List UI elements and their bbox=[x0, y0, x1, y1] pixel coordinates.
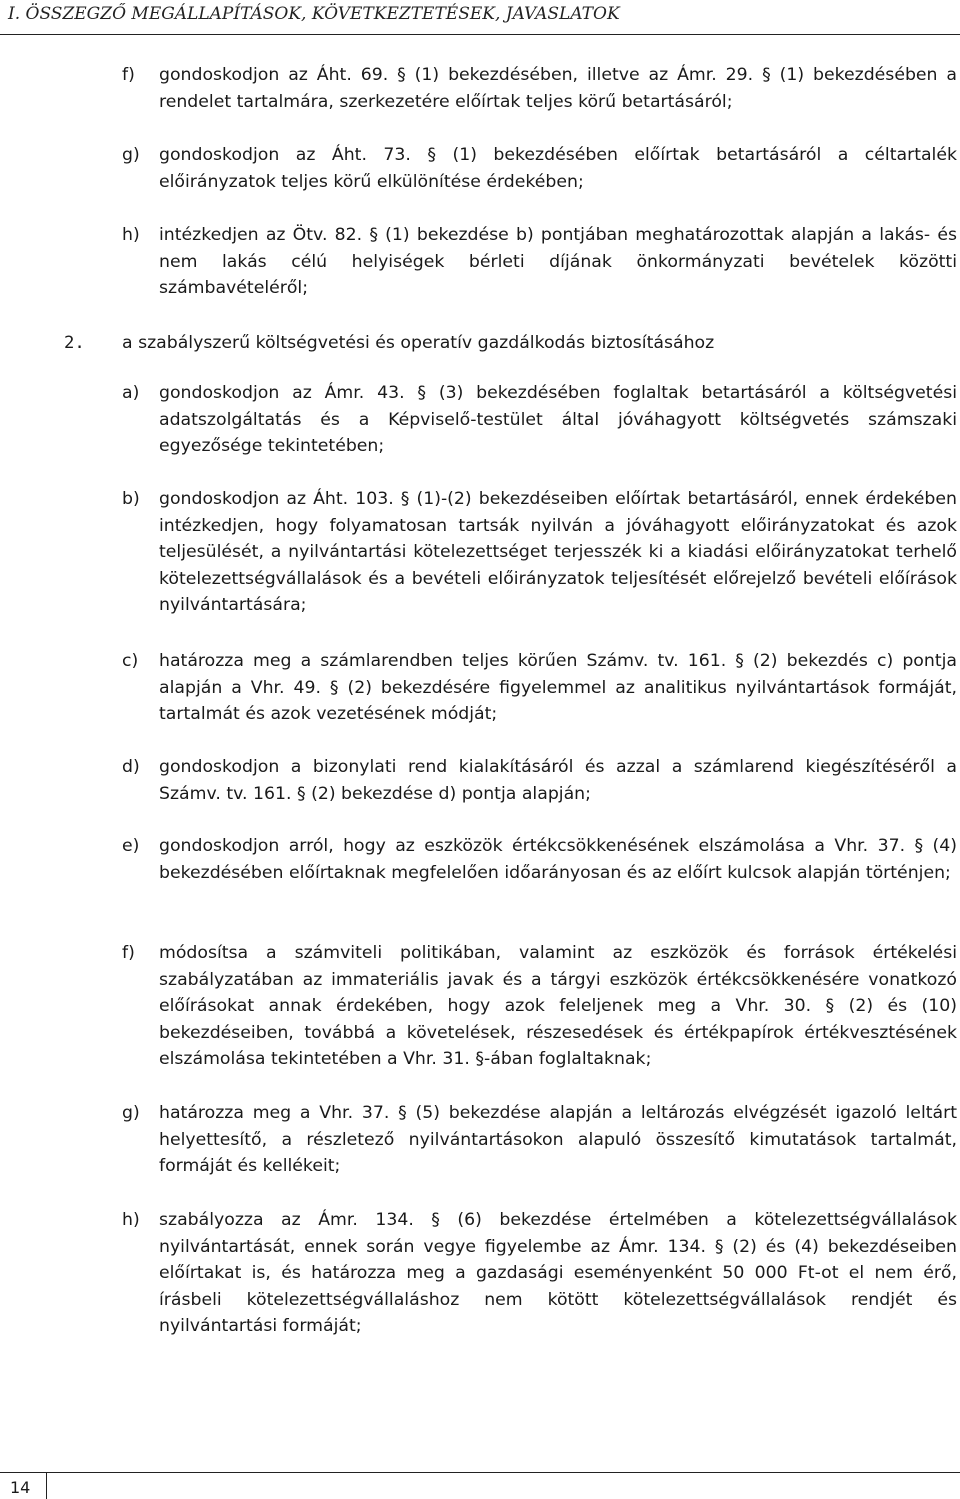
list-item-text: határozza meg a számlarendben teljes körűen Számv. tv. 161. § (2) bekezdés c) pontja alapján a Vhr. 49. § (2) bekezdésére figyelemmel az analitikus nyilvántartások formáját, tartalmát és azok vezetésének módját; bbox=[159, 651, 957, 724]
list-item-label: b) bbox=[122, 489, 140, 509]
list-item-text: gondoskodjon az Áht. 103. § (1)-(2) bekezdéseiben előírtak betartásáról, ennek érdekében intézkedjen, hogy folyamatosan tartsák nyilván a jóváhagyott előirányzatokat és azok teljesülését, a nyilvántartási kötelezettséget terjesszék ki a kiadási előirányzatokat terhelő kötelezettségvállalások és a bevételi előirányzatok teljesítését előrejelző bevételi előírások nyilvántartására; bbox=[159, 489, 957, 615]
list-item-d bbox=[122, 754, 957, 807]
section-2-heading bbox=[64, 330, 957, 357]
list-item-text: határozza meg a Vhr. 37. § (5) bekezdése alapján a leltározás elvégzését igazoló leltárt helyettesítő, a részletező nyilvántartásokon alapuló összesítő kimutatások tartalmát, formáját és kellékeit; bbox=[159, 1103, 957, 1176]
list-item-f2 bbox=[122, 940, 957, 1073]
list-item-label: h) bbox=[122, 225, 140, 245]
footer-page-separator bbox=[46, 1472, 47, 1499]
list-item-b bbox=[122, 486, 957, 619]
list-item-h2 bbox=[122, 1207, 957, 1340]
list-item-g bbox=[122, 142, 957, 195]
list-item-label: d) bbox=[122, 757, 140, 777]
list-item-label: f) bbox=[122, 65, 135, 85]
list-item-text: gondoskodjon az Áht. 69. § (1) bekezdésében, illetve az Ámr. 29. § (1) bekezdésében a rendelet tartalmára, szerkezetére előírtak teljes körű betartásáról; bbox=[159, 65, 957, 112]
section-title: a szabályszerű költségvetési és operatív gazdálkodás biztosításához bbox=[122, 333, 715, 353]
list-item-label: e) bbox=[122, 836, 140, 856]
list-item-text: intézkedjen az Ötv. 82. § (1) bekezdése b) pontjában meghatározottak alapján a lakás- és nem lakás célú helyiségek bérleti díjának önkormányzati bevételek közötti számbavételéről; bbox=[159, 225, 957, 298]
list-item-e bbox=[122, 833, 957, 886]
page-header-title: I. ÖSSZEGZŐ MEGÁLLAPÍTÁSOK, KÖVETKEZTETÉSEK, JAVASLATOK bbox=[8, 4, 620, 24]
list-item-label: g) bbox=[122, 145, 140, 165]
list-item-text: gondoskodjon az Ámr. 43. § (3) bekezdésében foglaltak betartásáról a költségvetési adatszolgáltatás és a Képviselő-testület által jóváhagyott költségvetés számszaki egyezősége tekintetében; bbox=[159, 383, 957, 456]
list-item-label: h) bbox=[122, 1210, 140, 1230]
list-item-label: f) bbox=[122, 943, 135, 963]
list-item-a bbox=[122, 380, 957, 460]
footer-divider bbox=[0, 1472, 960, 1473]
list-item-label: g) bbox=[122, 1103, 140, 1123]
list-item-text: gondoskodjon arról, hogy az eszközök értékcsökkenésének elszámolása a Vhr. 37. § (4) bekezdésében előírtaknak megfelelően időarányosan és az előírt kulcsok alapján történjen; bbox=[159, 836, 957, 883]
list-item-c bbox=[122, 648, 957, 728]
list-item-g2 bbox=[122, 1100, 957, 1180]
list-item-f bbox=[122, 62, 957, 115]
list-item-text: módosítsa a számviteli politikában, valamint az eszközök és források értékelési szabályzatában az immateriális javak és a tárgyi eszközök értékcsökkenésére vonatkozó előírásokat annak érdekében, hogy azok feleljenek meg a Vhr. 30. § (2) és (10) bekezdéseiben, továbbá a követelések, részesedések és értékpapírok értékvesztésének elszámolása tekintetében a Vhr. 31. §-ában foglaltaknak; bbox=[159, 943, 957, 1069]
list-item-text: gondoskodjon a bizonylati rend kialakításáról és azzal a számlarend kiegészítéséről a Számv. tv. 161. § (2) bekezdése d) pontja alapján; bbox=[159, 757, 957, 804]
page-number: 14 bbox=[10, 1478, 31, 1497]
list-item-text: gondoskodjon az Áht. 73. § (1) bekezdésében előírtak betartásáról a céltartalék előirányzatok teljes körű elkülönítése érdekében; bbox=[159, 145, 957, 192]
section-number: 2. bbox=[64, 333, 85, 353]
list-item-label: a) bbox=[122, 383, 140, 403]
header-divider bbox=[0, 34, 960, 35]
list-item-h bbox=[122, 222, 957, 302]
list-item-label: c) bbox=[122, 651, 139, 671]
list-item-text: szabályozza az Ámr. 134. § (6) bekezdése értelmében a kötelezettségvállalások nyilvántartását, ennek során vegye figyelembe az Ámr. 134. § (2) és (4) bekezdéseiben előírtakat is, és határozza meg a gazdasági eseményenként 50 000 Ft-ot el nem érő, írásbeli kötelezettségvállaláshoz nem kötött kötelezettségvállalások rendjét és nyilvántartási formáját; bbox=[159, 1210, 957, 1336]
